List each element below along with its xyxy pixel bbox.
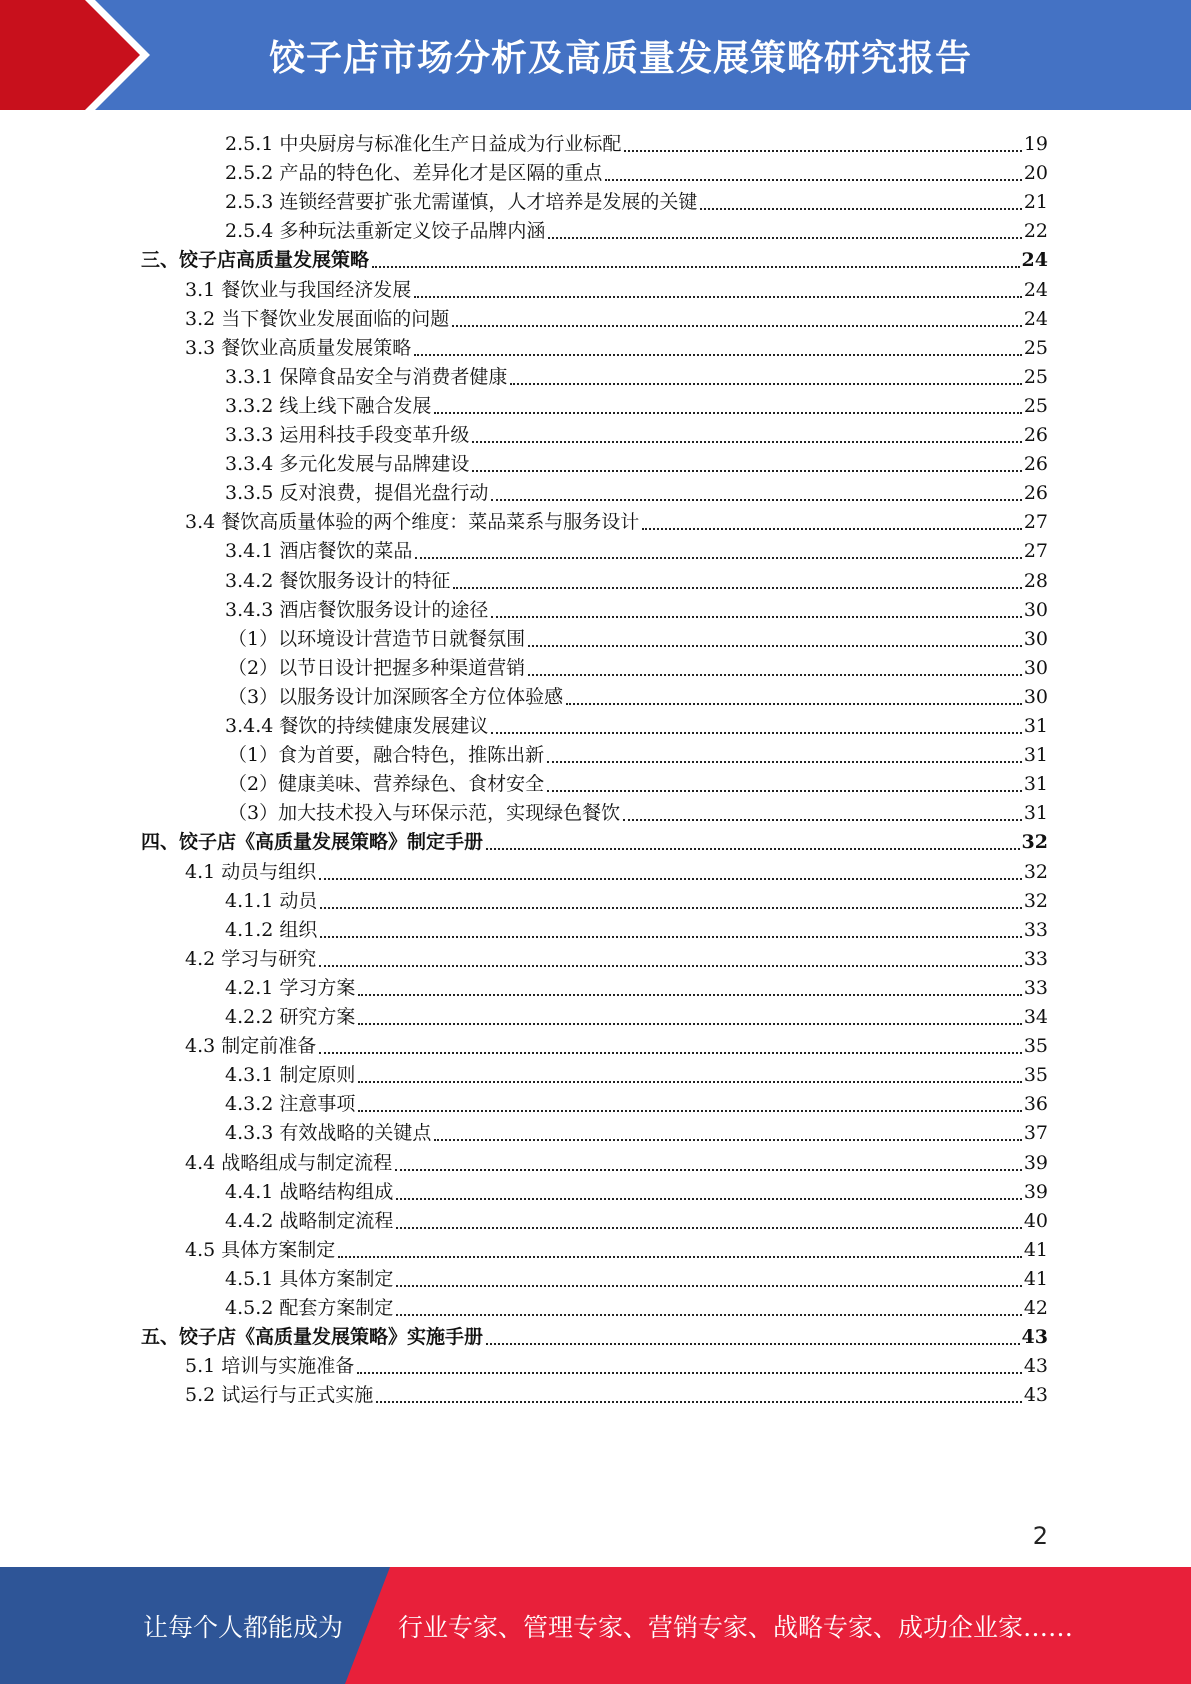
toc-entry[interactable] xyxy=(185,331,1048,362)
toc-dot-leader xyxy=(528,673,1022,676)
toc-entry-title: 2.5.4 多种玩法重新定义饺子品牌内涵 xyxy=(225,220,546,243)
toc-entry-page: 41 xyxy=(1023,1267,1048,1290)
toc-entry-page: 42 xyxy=(1023,1297,1048,1319)
toc-entry-title: 4.4 战略组成与制定流程 xyxy=(185,1151,393,1174)
toc-dot-leader xyxy=(547,789,1022,792)
toc-entry-page: 26 xyxy=(1023,482,1048,505)
toc-entry[interactable] xyxy=(225,1262,1048,1293)
toc-entry-title: 4.2.2 研究方案 xyxy=(225,1006,356,1028)
toc-entry-title: 3.4.4 餐饮的持续健康发展建议 xyxy=(225,715,489,737)
toc-dot-leader xyxy=(319,877,1022,880)
toc-dot-leader xyxy=(623,818,1022,821)
toc-entry-title: 4.3.2 注意事项 xyxy=(225,1093,356,1116)
toc-dot-leader xyxy=(434,411,1021,414)
toc-dot-leader xyxy=(491,731,1021,734)
toc-entry[interactable] xyxy=(225,1291,1048,1322)
toc-entry-page: 40 xyxy=(1023,1209,1048,1232)
toc-dot-leader xyxy=(338,1255,1022,1258)
toc-entry[interactable] xyxy=(225,1000,1048,1031)
toc-entry[interactable] xyxy=(225,1087,1048,1118)
toc-entry-page: 31 xyxy=(1023,802,1048,825)
toc-entry[interactable] xyxy=(225,709,1048,740)
header-arrow-icon xyxy=(0,0,140,110)
toc-entry-page: 34 xyxy=(1023,1006,1048,1028)
toc-entry-title: 五、饺子店《高质量发展策略》实施手册 xyxy=(141,1326,484,1349)
toc-entry-page: 24 xyxy=(1023,307,1048,330)
toc-entry-page: 31 xyxy=(1023,744,1048,767)
toc-dot-leader xyxy=(396,1313,1021,1316)
toc-entry-title: 4.4.2 战略制定流程 xyxy=(225,1209,394,1232)
toc-dot-leader xyxy=(414,353,1022,356)
toc-entry[interactable] xyxy=(225,1116,1048,1147)
toc-dot-leader xyxy=(491,615,1021,618)
page-number: 2 xyxy=(1032,1522,1048,1550)
toc-entry-page: 28 xyxy=(1023,569,1048,592)
toc-entry-title: 4.5 具体方案制定 xyxy=(185,1238,336,1261)
toc-dot-leader xyxy=(372,265,1020,268)
toc-dot-leader xyxy=(486,847,1020,850)
toc-entry[interactable] xyxy=(225,1058,1048,1089)
toc-entry-title: 3.1 餐饮业与我国经济发展 xyxy=(185,278,412,301)
toc-dot-leader xyxy=(357,1371,1022,1374)
toc-entry[interactable] xyxy=(225,447,1048,478)
toc-entry-page: 24 xyxy=(1023,278,1048,301)
toc-dot-leader xyxy=(396,1284,1021,1287)
toc-entry-title: 3.3.1 保障食品安全与消费者健康 xyxy=(225,365,508,388)
toc-entry[interactable] xyxy=(225,884,1048,915)
toc-entry-title: 4.4.1 战略结构组成 xyxy=(225,1180,394,1203)
toc-entry[interactable] xyxy=(185,505,1048,536)
toc-entry-page: 25 xyxy=(1023,336,1048,359)
toc-dot-leader xyxy=(395,1168,1022,1171)
toc-entry-page: 30 xyxy=(1023,656,1048,679)
toc-entry-page: 30 xyxy=(1023,598,1048,621)
toc-entry-page: 30 xyxy=(1023,685,1048,708)
toc-dot-leader xyxy=(319,964,1022,967)
toc-entry-title: 3.3.2 线上线下融合发展 xyxy=(225,394,432,417)
toc-entry-title: 3.4.3 酒店餐饮服务设计的途径 xyxy=(225,598,489,621)
toc-entry-title: 2.5.3 连锁经营要扩张尤需谨慎，人才培养是发展的关键 xyxy=(225,191,698,214)
toc-entry-page: 36 xyxy=(1023,1093,1048,1116)
toc-dot-leader xyxy=(358,1109,1021,1112)
toc-entry-page: 26 xyxy=(1023,424,1048,446)
toc-entry-title: 4.3.1 制定原则 xyxy=(225,1064,356,1087)
toc-entry-page: 19 xyxy=(1023,133,1048,155)
toc-entry[interactable] xyxy=(225,1175,1048,1206)
toc-entry[interactable] xyxy=(185,273,1048,304)
toc-entry[interactable] xyxy=(228,622,1048,653)
toc-dot-leader xyxy=(547,760,1022,763)
toc-entry[interactable] xyxy=(225,389,1048,420)
toc-entry[interactable] xyxy=(185,942,1048,973)
toc-entry-title: （1）以环境设计营造节日就餐氛围 xyxy=(228,627,526,650)
toc-entry-title: 4.1 动员与组织 xyxy=(185,860,317,883)
toc-entry-page: 30 xyxy=(1023,627,1048,650)
footer-slogan-right: 行业专家、管理专家、营销专家、战略专家、成功企业家…… xyxy=(398,1612,1074,1642)
footer-slogan-left: 让每个人都能成为 xyxy=(143,1612,344,1642)
toc-entry-title: 3.3 餐饮业高质量发展策略 xyxy=(185,336,412,359)
toc-dot-leader xyxy=(320,935,1021,938)
toc-entry-title: 3.3.5 反对浪费，提倡光盘行动 xyxy=(225,482,489,505)
toc-entry-page: 33 xyxy=(1023,947,1048,970)
toc-dot-leader xyxy=(528,644,1022,647)
toc-entry[interactable] xyxy=(225,185,1048,216)
toc-entry[interactable] xyxy=(185,1029,1048,1060)
toc-entry[interactable] xyxy=(225,214,1048,245)
toc-entry-title: 4.1.2 组织 xyxy=(225,918,318,941)
toc-entry-title: 2.5.1 中央厨房与标准化生产日益成为行业标配 xyxy=(225,133,622,155)
toc-dot-leader xyxy=(700,207,1021,210)
toc-entry-title: 3.4.2 餐饮服务设计的特征 xyxy=(225,569,451,592)
toc-entry[interactable] xyxy=(141,243,1048,274)
toc-dot-leader xyxy=(605,178,1021,181)
toc-entry-page: 37 xyxy=(1023,1122,1048,1145)
toc-entry-title: 4.2.1 学习方案 xyxy=(225,976,356,999)
toc-entry[interactable] xyxy=(225,1204,1048,1235)
toc-entry-title: 4.3.3 有效战略的关键点 xyxy=(225,1122,432,1145)
toc-entry[interactable] xyxy=(141,1320,1048,1351)
toc-entry-title: 3.4 餐饮高质量体验的两个维度：菜品菜系与服务设计 xyxy=(185,511,640,534)
toc-dot-leader xyxy=(358,993,1021,996)
toc-entry-title: 5.1 培训与实施准备 xyxy=(185,1355,355,1378)
toc-dot-leader xyxy=(376,1400,1022,1403)
toc-dot-leader xyxy=(414,295,1022,298)
toc-entry-title: （3）以服务设计加深顾客全方位体验感 xyxy=(228,685,564,708)
toc-entry[interactable] xyxy=(185,855,1048,886)
toc-entry-title: 3.3.4 多元化发展与品牌建设 xyxy=(225,453,470,476)
toc-entry-title: （3）加大技术投入与环保示范，实现绿色餐饮 xyxy=(228,802,621,825)
toc-entry-page: 27 xyxy=(1023,540,1048,563)
toc-entry-page: 39 xyxy=(1023,1180,1048,1203)
toc-entry-page: 32 xyxy=(1021,831,1048,854)
toc-entry-title: （2）健康美味、营养绿色、食材安全 xyxy=(228,773,545,796)
toc-entry-page: 43 xyxy=(1021,1326,1048,1349)
toc-entry[interactable] xyxy=(185,1146,1048,1177)
toc-dot-leader xyxy=(319,1051,1022,1054)
toc-dot-leader xyxy=(396,1226,1021,1229)
toc-dot-leader xyxy=(358,1022,1021,1025)
toc-entry-page: 31 xyxy=(1023,715,1048,737)
toc-entry-page: 41 xyxy=(1023,1238,1048,1261)
toc-entry-page: 32 xyxy=(1023,860,1048,883)
toc-entry-page: 43 xyxy=(1023,1355,1048,1378)
toc-dot-leader xyxy=(566,702,1022,705)
toc-entry-page: 20 xyxy=(1023,162,1048,185)
toc-entry[interactable] xyxy=(141,825,1048,856)
toc-dot-leader xyxy=(642,527,1022,530)
toc-entry[interactable] xyxy=(225,476,1048,507)
toc-entry-page: 39 xyxy=(1023,1151,1048,1174)
toc-entry-page: 33 xyxy=(1023,976,1048,999)
toc-dot-leader xyxy=(472,440,1021,443)
toc-dot-leader xyxy=(491,498,1021,501)
toc-entry[interactable] xyxy=(185,1233,1048,1264)
toc-dot-leader xyxy=(320,906,1021,909)
toc-entry-page: 32 xyxy=(1023,889,1048,912)
toc-entry-title: 3.4.1 酒店餐饮的菜品 xyxy=(225,540,413,563)
toc-entry[interactable] xyxy=(225,127,1048,158)
toc-entry[interactable] xyxy=(185,1378,1048,1409)
toc-entry-page: 26 xyxy=(1023,453,1048,476)
toc-dot-leader xyxy=(548,236,1021,239)
toc-dot-leader xyxy=(415,556,1021,559)
toc-entry-title: 4.3 制定前准备 xyxy=(185,1035,317,1058)
toc-entry[interactable] xyxy=(228,738,1048,769)
toc-dot-leader xyxy=(452,324,1022,327)
toc-entry-page: 33 xyxy=(1023,918,1048,941)
toc-dot-leader xyxy=(472,469,1021,472)
toc-entry-title: 3.3.3 运用科技手段变革升级 xyxy=(225,424,470,446)
toc-entry[interactable] xyxy=(228,651,1048,682)
toc-entry-title: 四、饺子店《高质量发展策略》制定手册 xyxy=(141,831,484,854)
toc-entry[interactable] xyxy=(225,564,1048,595)
toc-entry[interactable] xyxy=(228,796,1048,827)
toc-entry-title: 4.2 学习与研究 xyxy=(185,947,317,970)
toc-entry[interactable] xyxy=(228,767,1048,798)
toc-entry-title: 3.2 当下餐饮业发展面临的问题 xyxy=(185,307,450,330)
page-footer xyxy=(0,1567,1191,1684)
toc-dot-leader xyxy=(510,382,1021,385)
toc-dot-leader xyxy=(453,586,1021,589)
toc-entry-title: 4.5.1 具体方案制定 xyxy=(225,1267,394,1290)
toc-entry[interactable] xyxy=(225,913,1048,944)
page-header xyxy=(0,0,1191,110)
toc-dot-leader xyxy=(358,1080,1021,1083)
toc-entry-page: 24 xyxy=(1021,249,1048,272)
toc-entry-title: 2.5.2 产品的特色化、差异化才是区隔的重点 xyxy=(225,162,603,185)
toc-entry-title: （1）食为首要，融合特色，推陈出新 xyxy=(228,744,545,767)
toc-entry[interactable] xyxy=(225,534,1048,565)
toc-entry-title: 4.1.1 动员 xyxy=(225,889,318,912)
toc-entry-page: 21 xyxy=(1023,191,1048,214)
toc-entry[interactable] xyxy=(228,680,1048,711)
toc-entry[interactable] xyxy=(225,156,1048,187)
toc-entry[interactable] xyxy=(225,418,1048,449)
toc-entry[interactable] xyxy=(185,1349,1048,1380)
toc-entry[interactable] xyxy=(225,971,1048,1002)
toc-dot-leader xyxy=(486,1342,1020,1345)
toc-entry[interactable] xyxy=(225,360,1048,391)
toc-dot-leader xyxy=(434,1138,1021,1141)
toc-entry-page: 22 xyxy=(1023,220,1048,243)
toc-entry-page: 35 xyxy=(1023,1064,1048,1087)
toc-dot-leader xyxy=(624,149,1021,152)
toc-entry-title: （2）以节日设计把握多种渠道营销 xyxy=(228,656,526,679)
toc-entry-title: 5.2 试运行与正式实施 xyxy=(185,1384,374,1407)
toc-entry-page: 35 xyxy=(1023,1035,1048,1058)
toc-entry[interactable] xyxy=(225,593,1048,624)
toc-entry-page: 43 xyxy=(1023,1384,1048,1407)
toc-entry[interactable] xyxy=(185,302,1048,333)
toc-entry-page: 31 xyxy=(1023,773,1048,796)
toc-entry-page: 25 xyxy=(1023,365,1048,388)
toc-entry-page: 27 xyxy=(1023,511,1048,534)
toc-entry-title: 三、饺子店高质量发展策略 xyxy=(141,249,370,272)
document-title: 饺子店市场分析及高质量发展策略研究报告 xyxy=(268,37,972,79)
toc-entry-page: 25 xyxy=(1023,394,1048,417)
toc-entry-title: 4.5.2 配套方案制定 xyxy=(225,1297,394,1319)
toc-dot-leader xyxy=(396,1197,1021,1200)
